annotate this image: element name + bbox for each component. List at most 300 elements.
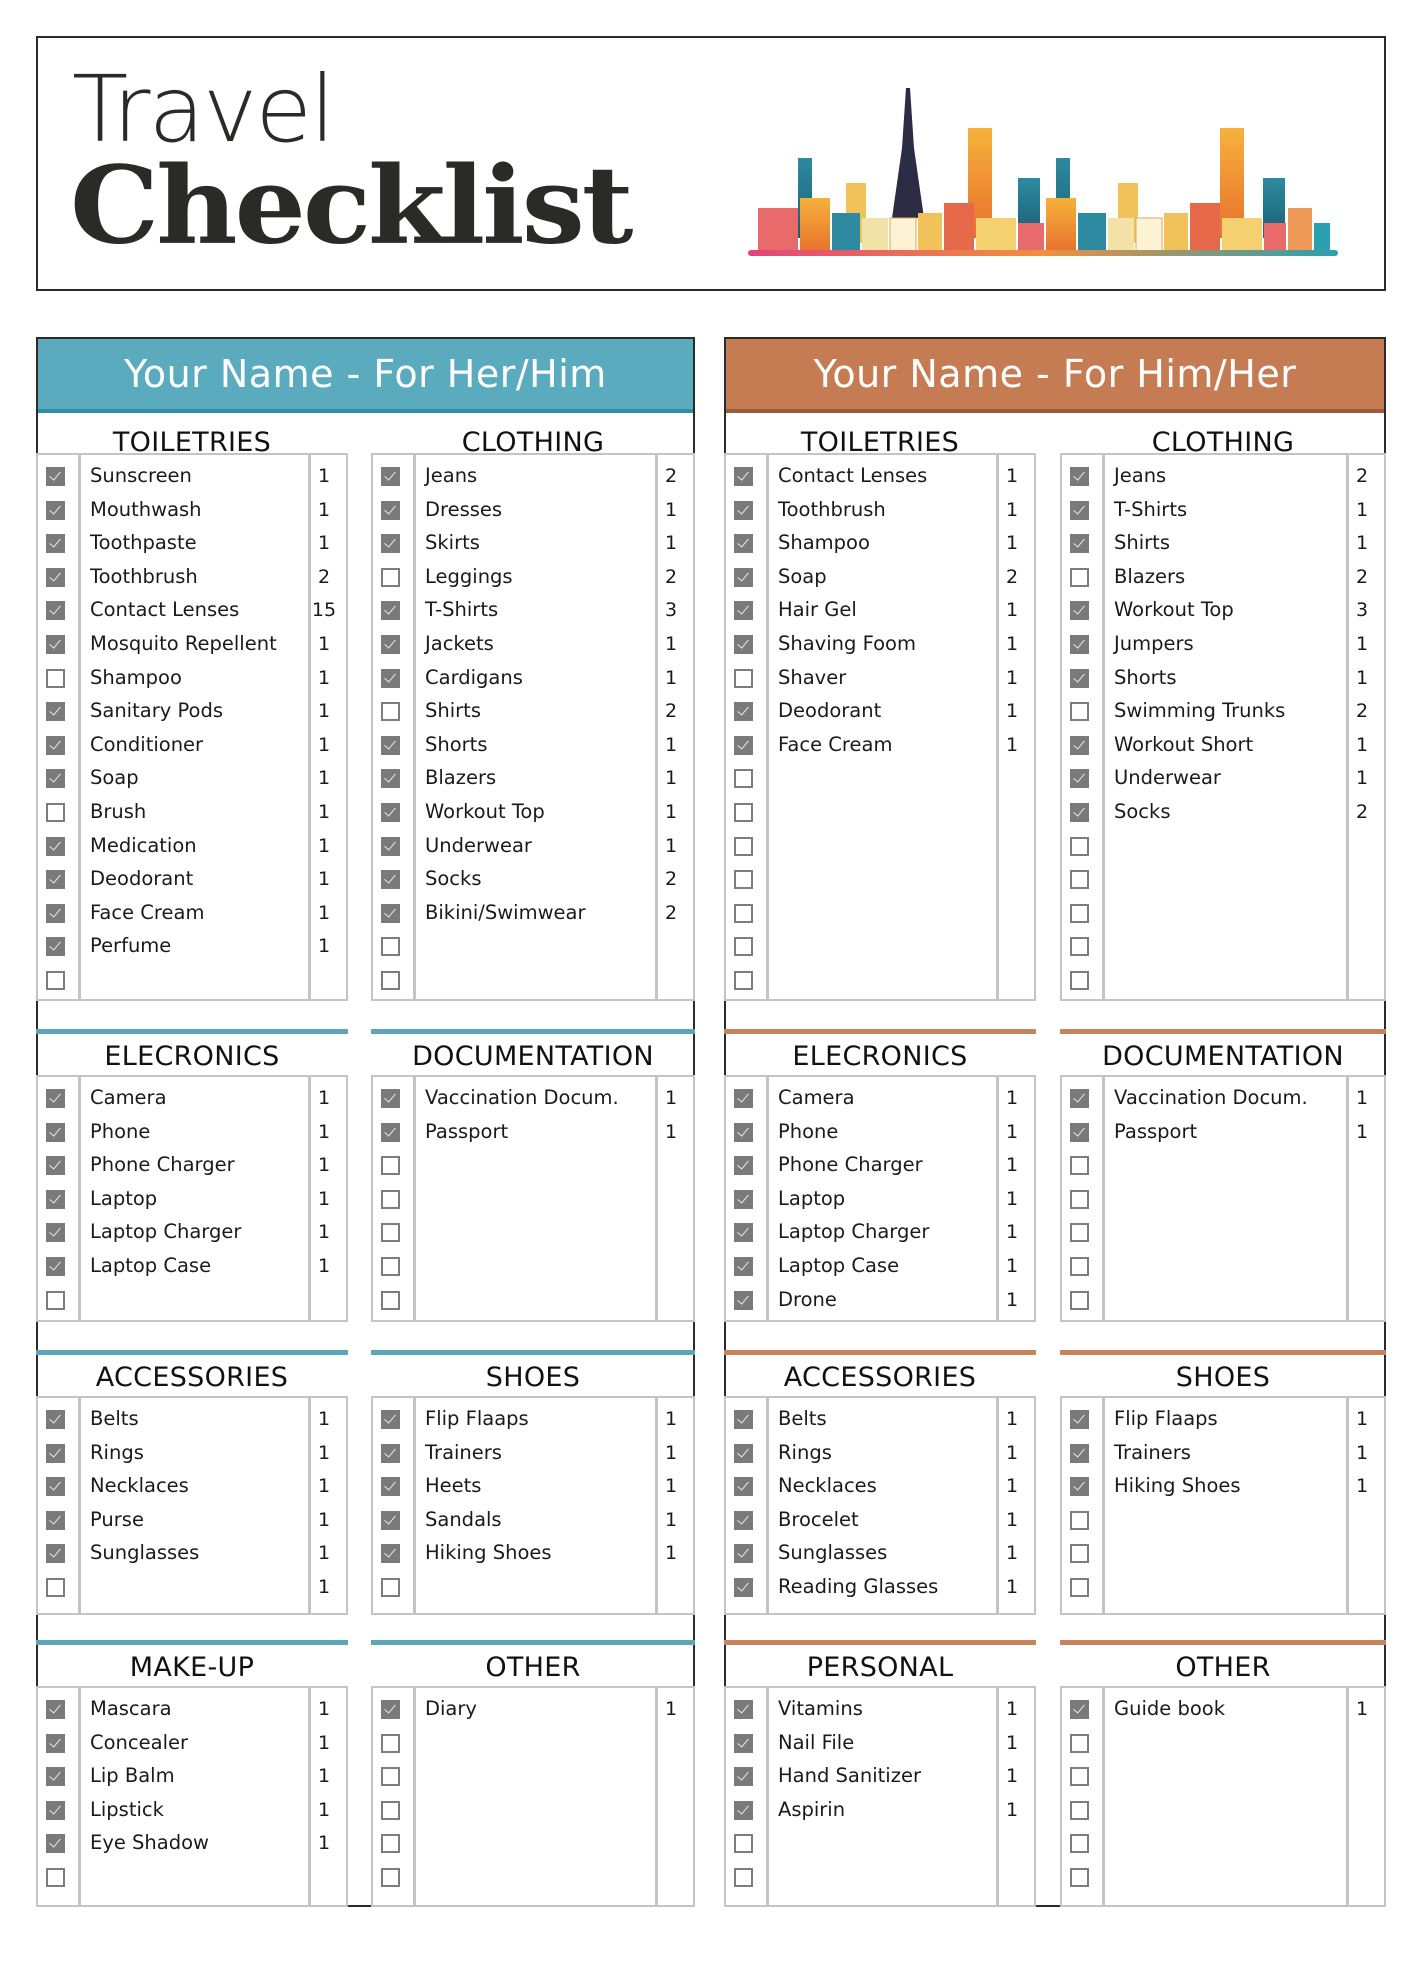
checkbox-unchecked[interactable] [1070, 1257, 1089, 1276]
checkbox-checked[interactable] [46, 467, 65, 486]
item-quantity[interactable]: 2 [1355, 565, 1369, 588]
checkbox-checked[interactable] [734, 1257, 753, 1276]
checkbox-unchecked[interactable] [734, 769, 753, 788]
item-label[interactable]: Hand Sanitizer [778, 1764, 921, 1788]
item-label[interactable]: Socks [425, 867, 482, 891]
checkbox-checked[interactable] [734, 1089, 753, 1108]
item-label[interactable]: Sanitary Pods [90, 699, 223, 723]
item-label[interactable]: Eye Shadow [90, 1831, 209, 1855]
item-quantity[interactable]: 1 [317, 767, 331, 790]
item-quantity[interactable]: 1 [1355, 1441, 1369, 1464]
item-quantity[interactable]: 1 [1005, 1441, 1019, 1464]
checkbox-checked[interactable] [1070, 635, 1089, 654]
item-label[interactable]: Phone [778, 1119, 839, 1143]
checkbox-unchecked[interactable] [1070, 870, 1089, 889]
item-label[interactable]: Perfume [90, 934, 172, 958]
checkbox-checked[interactable] [1070, 1410, 1089, 1429]
item-quantity[interactable]: 1 [1005, 1475, 1019, 1498]
item-label[interactable]: Laptop Case [90, 1254, 212, 1277]
checkbox-checked[interactable] [46, 1444, 65, 1463]
item-label[interactable]: Passport [425, 1119, 509, 1143]
checkbox-checked[interactable] [734, 1444, 753, 1463]
item-quantity[interactable]: 1 [317, 1408, 331, 1430]
item-quantity[interactable]: 2 [664, 868, 678, 891]
checkbox-checked[interactable] [734, 1477, 753, 1496]
item-quantity[interactable]: 1 [664, 1120, 678, 1143]
item-quantity[interactable]: 1 [1005, 1255, 1019, 1277]
item-label[interactable]: Drone [778, 1287, 837, 1311]
item-quantity[interactable]: 1 [1355, 1408, 1369, 1430]
item-quantity[interactable]: 1 [317, 498, 331, 521]
checkbox-checked[interactable] [46, 736, 65, 755]
item-quantity[interactable]: 1 [1005, 599, 1019, 622]
checkbox-checked[interactable] [1070, 769, 1089, 788]
checkbox-unchecked[interactable] [46, 669, 65, 688]
checkbox-unchecked[interactable] [1070, 1291, 1089, 1310]
checkbox-unchecked[interactable] [46, 1291, 65, 1310]
checkbox-unchecked[interactable] [734, 803, 753, 822]
item-label[interactable]: Laptop Charger [90, 1220, 242, 1244]
item-quantity[interactable]: 1 [317, 1765, 331, 1788]
checkbox-unchecked[interactable] [381, 1734, 400, 1753]
item-quantity[interactable]: 1 [1355, 498, 1369, 521]
item-label[interactable]: Rings [778, 1440, 832, 1464]
item-label[interactable]: Contact Lenses [778, 464, 928, 487]
checkbox-unchecked[interactable] [46, 803, 65, 822]
checkbox-unchecked[interactable] [734, 870, 753, 889]
item-label[interactable]: Leggings [425, 564, 513, 588]
item-label[interactable]: Toothbrush [90, 564, 198, 588]
item-label[interactable]: Necklaces [90, 1474, 189, 1498]
item-quantity[interactable]: 1 [317, 532, 331, 555]
item-label[interactable]: Trainers [425, 1440, 502, 1464]
checkbox-checked[interactable] [1070, 1123, 1089, 1142]
item-label[interactable]: Deodorant [90, 867, 194, 891]
item-quantity[interactable]: 1 [317, 1698, 331, 1720]
checkbox-checked[interactable] [46, 534, 65, 553]
checkbox-checked[interactable] [1070, 601, 1089, 620]
item-label[interactable]: Skirts [425, 531, 480, 555]
checkbox-checked[interactable] [734, 501, 753, 520]
item-label[interactable]: Passport [1114, 1119, 1198, 1143]
item-quantity[interactable]: 1 [1005, 1765, 1019, 1788]
checkbox-checked[interactable] [734, 1511, 753, 1530]
item-label[interactable]: Face Cream [778, 732, 893, 756]
item-label[interactable]: Workout Top [1114, 598, 1234, 622]
item-quantity[interactable]: 1 [317, 1187, 331, 1210]
checkbox-unchecked[interactable] [381, 1257, 400, 1276]
item-label[interactable]: Brush [90, 800, 147, 823]
item-quantity[interactable]: 1 [317, 733, 331, 756]
item-label[interactable]: Dresses [425, 497, 503, 521]
item-label[interactable]: Contact Lenses [90, 598, 240, 622]
checkbox-unchecked[interactable] [381, 1190, 400, 1209]
checkbox-unchecked[interactable] [1070, 1578, 1089, 1597]
checkbox-checked[interactable] [381, 467, 400, 486]
checkbox-unchecked[interactable] [734, 971, 753, 990]
checkbox-checked[interactable] [381, 736, 400, 755]
item-label[interactable]: Heets [425, 1474, 482, 1498]
item-quantity[interactable]: 1 [1005, 733, 1019, 756]
checkbox-unchecked[interactable] [734, 1834, 753, 1853]
item-label[interactable]: Shirts [1114, 531, 1170, 555]
checkbox-unchecked[interactable] [1070, 1190, 1089, 1209]
checkbox-checked[interactable] [1070, 669, 1089, 688]
item-quantity[interactable]: 1 [1005, 1698, 1019, 1720]
item-label[interactable]: Purse [90, 1507, 144, 1531]
item-label[interactable]: Lip Balm [90, 1764, 175, 1788]
checkbox-unchecked[interactable] [1070, 702, 1089, 721]
checkbox-checked[interactable] [46, 937, 65, 956]
item-label[interactable]: Bikini/Swimwear [425, 900, 586, 924]
item-quantity[interactable]: 1 [1355, 633, 1369, 655]
item-quantity[interactable]: 1 [317, 1255, 331, 1277]
checkbox-checked[interactable] [1070, 1477, 1089, 1496]
checkbox-checked[interactable] [734, 635, 753, 654]
item-quantity[interactable]: 1 [664, 1475, 678, 1498]
item-label[interactable]: Diary [425, 1697, 477, 1720]
item-quantity[interactable]: 1 [1355, 1087, 1369, 1109]
item-quantity[interactable]: 1 [317, 666, 331, 689]
item-quantity[interactable]: 1 [317, 901, 331, 924]
checkbox-checked[interactable] [734, 467, 753, 486]
item-quantity[interactable]: 2 [664, 465, 678, 487]
checkbox-unchecked[interactable] [1070, 971, 1089, 990]
item-quantity[interactable]: 1 [664, 1542, 678, 1565]
item-label[interactable]: T-Shirts [425, 598, 499, 622]
item-quantity[interactable]: 2 [664, 700, 678, 723]
item-label[interactable]: Jeans [1114, 464, 1167, 487]
checkbox-unchecked[interactable] [1070, 1734, 1089, 1753]
item-label[interactable]: Underwear [1114, 766, 1221, 790]
item-quantity[interactable]: 1 [664, 801, 678, 823]
item-quantity[interactable]: 1 [317, 1542, 331, 1565]
item-label[interactable]: Laptop [90, 1186, 158, 1210]
item-label[interactable]: Blazers [1114, 564, 1186, 588]
item-label[interactable]: Trainers [1114, 1440, 1191, 1464]
item-quantity[interactable]: 1 [664, 1408, 678, 1430]
checkbox-unchecked[interactable] [381, 702, 400, 721]
item-label[interactable]: Guide book [1114, 1697, 1225, 1720]
item-label[interactable]: Camera [778, 1086, 855, 1109]
checkbox-checked[interactable] [381, 601, 400, 620]
checkbox-unchecked[interactable] [734, 937, 753, 956]
checkbox-checked[interactable] [46, 870, 65, 889]
item-quantity[interactable]: 3 [1355, 599, 1369, 622]
item-label[interactable]: Concealer [90, 1730, 189, 1754]
checkbox-checked[interactable] [1070, 1444, 1089, 1463]
item-quantity[interactable]: 1 [1005, 1087, 1019, 1109]
item-quantity[interactable]: 1 [317, 1221, 331, 1244]
item-quantity[interactable]: 1 [1005, 666, 1019, 689]
checkbox-checked[interactable] [734, 702, 753, 721]
item-quantity[interactable]: 1 [317, 1731, 331, 1754]
checkbox-checked[interactable] [46, 1767, 65, 1786]
checkbox-unchecked[interactable] [381, 1801, 400, 1820]
item-quantity[interactable]: 1 [1005, 1798, 1019, 1821]
checkbox-checked[interactable] [46, 1190, 65, 1209]
item-label[interactable]: Camera [90, 1086, 167, 1109]
checkbox-checked[interactable] [381, 1123, 400, 1142]
checkbox-checked[interactable] [381, 1410, 400, 1429]
item-label[interactable]: Medication [90, 833, 197, 857]
checkbox-unchecked[interactable] [381, 1156, 400, 1175]
item-label[interactable]: Flip Flaaps [1114, 1407, 1218, 1430]
item-quantity[interactable]: 1 [664, 633, 678, 655]
item-quantity[interactable]: 1 [664, 834, 678, 857]
checkbox-checked[interactable] [46, 1410, 65, 1429]
item-label[interactable]: Mouthwash [90, 497, 202, 521]
item-quantity[interactable]: 1 [1005, 498, 1019, 521]
item-label[interactable]: Laptop Charger [778, 1220, 930, 1244]
item-label[interactable]: Shorts [425, 732, 488, 756]
checkbox-checked[interactable] [1070, 501, 1089, 520]
checkbox-unchecked[interactable] [46, 1868, 65, 1887]
item-quantity[interactable]: 1 [1355, 666, 1369, 689]
item-label[interactable]: Lipstick [90, 1797, 164, 1821]
item-label[interactable]: Hiking Shoes [425, 1541, 552, 1565]
checkbox-unchecked[interactable] [734, 837, 753, 856]
item-label[interactable]: Soap [90, 766, 139, 790]
item-label[interactable]: Rings [90, 1440, 144, 1464]
item-quantity[interactable]: 1 [1355, 733, 1369, 756]
item-label[interactable]: Mascara [90, 1697, 172, 1720]
checkbox-unchecked[interactable] [1070, 1511, 1089, 1530]
item-quantity[interactable]: 1 [317, 1475, 331, 1498]
checkbox-unchecked[interactable] [381, 937, 400, 956]
checkbox-checked[interactable] [46, 1223, 65, 1242]
checkbox-unchecked[interactable] [1070, 937, 1089, 956]
item-label[interactable]: Belts [90, 1407, 139, 1430]
item-quantity[interactable]: 1 [664, 1441, 678, 1464]
item-label[interactable]: Shorts [1114, 665, 1177, 689]
checkbox-unchecked[interactable] [381, 1834, 400, 1853]
checkbox-checked[interactable] [734, 568, 753, 587]
item-quantity[interactable]: 1 [664, 767, 678, 790]
item-quantity[interactable]: 2 [317, 565, 331, 588]
checkbox-checked[interactable] [46, 1257, 65, 1276]
checkbox-unchecked[interactable] [1070, 1223, 1089, 1242]
item-quantity[interactable]: 1 [1005, 532, 1019, 555]
checkbox-checked[interactable] [381, 501, 400, 520]
checkbox-checked[interactable] [381, 1511, 400, 1530]
checkbox-unchecked[interactable] [381, 1868, 400, 1887]
item-quantity[interactable]: 1 [1005, 700, 1019, 723]
checkbox-unchecked[interactable] [734, 669, 753, 688]
item-quantity[interactable]: 1 [317, 1154, 331, 1177]
item-label[interactable]: Brocelet [778, 1507, 859, 1531]
item-label[interactable]: Sunscreen [90, 464, 192, 487]
item-quantity[interactable]: 1 [1005, 1187, 1019, 1210]
item-quantity[interactable]: 2 [1355, 465, 1369, 487]
checkbox-unchecked[interactable] [1070, 1801, 1089, 1820]
item-quantity[interactable]: 1 [1005, 1542, 1019, 1565]
item-label[interactable]: Phone [90, 1119, 151, 1143]
checkbox-checked[interactable] [734, 1700, 753, 1719]
item-label[interactable]: Shampoo [90, 665, 182, 689]
item-quantity[interactable]: 1 [1005, 1508, 1019, 1531]
item-label[interactable]: Vitamins [778, 1697, 863, 1720]
checkbox-unchecked[interactable] [734, 904, 753, 923]
item-label[interactable]: Socks [1114, 800, 1171, 823]
item-quantity[interactable]: 1 [1355, 767, 1369, 790]
item-quantity[interactable]: 1 [317, 1087, 331, 1109]
checkbox-checked[interactable] [734, 1578, 753, 1597]
item-quantity[interactable]: 1 [664, 498, 678, 521]
item-quantity[interactable]: 2 [1355, 801, 1369, 823]
checkbox-checked[interactable] [734, 601, 753, 620]
checkbox-checked[interactable] [46, 769, 65, 788]
item-quantity[interactable]: 1 [317, 935, 331, 958]
checkbox-unchecked[interactable] [1070, 1834, 1089, 1853]
item-label[interactable]: Toothbrush [778, 497, 886, 521]
checkbox-checked[interactable] [381, 1477, 400, 1496]
checkbox-checked[interactable] [46, 1801, 65, 1820]
checkbox-checked[interactable] [46, 601, 65, 620]
checkbox-unchecked[interactable] [1070, 837, 1089, 856]
checkbox-checked[interactable] [734, 534, 753, 553]
checkbox-unchecked[interactable] [381, 1291, 400, 1310]
item-quantity[interactable]: 1 [1005, 1731, 1019, 1754]
item-label[interactable]: Shaver [778, 665, 847, 689]
checkbox-checked[interactable] [1070, 803, 1089, 822]
checkbox-checked[interactable] [381, 769, 400, 788]
checkbox-checked[interactable] [381, 803, 400, 822]
item-label[interactable]: Soap [778, 564, 827, 588]
checkbox-checked[interactable] [381, 635, 400, 654]
checkbox-unchecked[interactable] [734, 1868, 753, 1887]
item-quantity[interactable]: 1 [664, 733, 678, 756]
item-label[interactable]: Nail File [778, 1730, 855, 1754]
item-label[interactable]: Blazers [425, 766, 497, 790]
item-label[interactable]: Laptop Case [778, 1254, 900, 1277]
checkbox-checked[interactable] [381, 870, 400, 889]
checkbox-checked[interactable] [46, 837, 65, 856]
checkbox-unchecked[interactable] [1070, 1544, 1089, 1563]
checkbox-unchecked[interactable] [381, 1767, 400, 1786]
item-label[interactable]: Sunglasses [90, 1541, 200, 1565]
item-quantity[interactable]: 1 [664, 1698, 678, 1720]
item-quantity[interactable]: 1 [1355, 1698, 1369, 1720]
item-label[interactable]: Underwear [425, 833, 532, 857]
checkbox-checked[interactable] [1070, 534, 1089, 553]
checkbox-checked[interactable] [381, 904, 400, 923]
item-quantity[interactable]: 2 [664, 565, 678, 588]
item-quantity[interactable]: 2 [664, 901, 678, 924]
checkbox-checked[interactable] [46, 1700, 65, 1719]
checkbox-checked[interactable] [1070, 736, 1089, 755]
panel-title[interactable]: Your Name - For Her/Him [38, 339, 693, 413]
item-label[interactable]: Phone Charger [778, 1153, 923, 1177]
item-quantity[interactable]: 1 [1005, 1288, 1019, 1311]
checkbox-checked[interactable] [734, 1291, 753, 1310]
checkbox-checked[interactable] [381, 837, 400, 856]
item-label[interactable]: Reading Glasses [778, 1575, 939, 1598]
item-quantity[interactable]: 1 [317, 465, 331, 487]
item-label[interactable]: T-Shirts [1114, 497, 1188, 521]
checkbox-checked[interactable] [46, 568, 65, 587]
item-label[interactable]: Deodorant [778, 699, 882, 723]
item-quantity[interactable]: 1 [317, 1832, 331, 1855]
checkbox-unchecked[interactable] [381, 568, 400, 587]
item-label[interactable]: Shaving Foom [778, 632, 916, 655]
item-label[interactable]: Jeans [425, 464, 478, 487]
checkbox-unchecked[interactable] [46, 1578, 65, 1597]
checkbox-checked[interactable] [734, 1123, 753, 1142]
checkbox-unchecked[interactable] [46, 971, 65, 990]
item-label[interactable]: Toothpaste [90, 531, 197, 555]
checkbox-checked[interactable] [381, 669, 400, 688]
item-label[interactable]: Workout Short [1114, 732, 1254, 756]
item-quantity[interactable]: 1 [317, 868, 331, 891]
item-label[interactable]: Face Cream [90, 900, 205, 924]
checkbox-checked[interactable] [46, 1123, 65, 1142]
item-quantity[interactable]: 1 [1005, 1154, 1019, 1177]
item-label[interactable]: Workout Top [425, 800, 545, 823]
item-quantity[interactable]: 1 [317, 801, 331, 823]
item-quantity[interactable]: 1 [317, 633, 331, 655]
checkbox-unchecked[interactable] [1070, 1156, 1089, 1175]
checkbox-checked[interactable] [46, 635, 65, 654]
item-quantity[interactable]: 1 [1005, 1576, 1019, 1598]
item-label[interactable]: Sunglasses [778, 1541, 888, 1565]
checkbox-checked[interactable] [381, 1444, 400, 1463]
checkbox-checked[interactable] [734, 1410, 753, 1429]
checkbox-checked[interactable] [1070, 1089, 1089, 1108]
item-quantity[interactable]: 1 [317, 700, 331, 723]
item-quantity[interactable]: 2 [1005, 565, 1019, 588]
item-quantity[interactable]: 1 [317, 1120, 331, 1143]
item-label[interactable]: Sandals [425, 1507, 502, 1531]
item-quantity[interactable]: 1 [1355, 1475, 1369, 1498]
item-quantity[interactable]: 1 [1005, 1408, 1019, 1430]
item-label[interactable]: Flip Flaaps [425, 1407, 529, 1430]
checkbox-checked[interactable] [46, 1734, 65, 1753]
item-quantity[interactable]: 1 [317, 1508, 331, 1531]
item-label[interactable]: Laptop [778, 1186, 846, 1210]
checkbox-checked[interactable] [734, 1544, 753, 1563]
item-label[interactable]: Hiking Shoes [1114, 1474, 1241, 1498]
checkbox-unchecked[interactable] [1070, 1767, 1089, 1786]
item-quantity[interactable]: 1 [317, 1798, 331, 1821]
checkbox-unchecked[interactable] [381, 1223, 400, 1242]
item-label[interactable]: Cardigans [425, 665, 523, 689]
checkbox-checked[interactable] [734, 736, 753, 755]
checkbox-unchecked[interactable] [1070, 1868, 1089, 1887]
item-quantity[interactable]: 1 [1355, 532, 1369, 555]
item-label[interactable]: Belts [778, 1407, 827, 1430]
item-quantity[interactable]: 2 [1355, 700, 1369, 723]
item-quantity[interactable]: 3 [664, 599, 678, 622]
item-label[interactable]: Swimming Trunks [1114, 699, 1286, 723]
checkbox-checked[interactable] [1070, 1700, 1089, 1719]
item-quantity[interactable]: 1 [1005, 465, 1019, 487]
item-quantity[interactable]: 1 [1355, 1120, 1369, 1143]
checkbox-checked[interactable] [46, 501, 65, 520]
checkbox-checked[interactable] [46, 1544, 65, 1563]
checkbox-checked[interactable] [381, 534, 400, 553]
item-quantity[interactable]: 1 [664, 666, 678, 689]
item-label[interactable]: Hair Gel [778, 598, 857, 622]
checkbox-checked[interactable] [734, 1734, 753, 1753]
item-quantity[interactable]: 1 [317, 1576, 331, 1598]
checkbox-checked[interactable] [381, 1700, 400, 1719]
item-label[interactable]: Vaccination Docum. [1114, 1086, 1308, 1109]
checkbox-checked[interactable] [734, 1190, 753, 1209]
checkbox-unchecked[interactable] [1070, 568, 1089, 587]
item-quantity[interactable]: 1 [1005, 1120, 1019, 1143]
checkbox-unchecked[interactable] [1070, 904, 1089, 923]
